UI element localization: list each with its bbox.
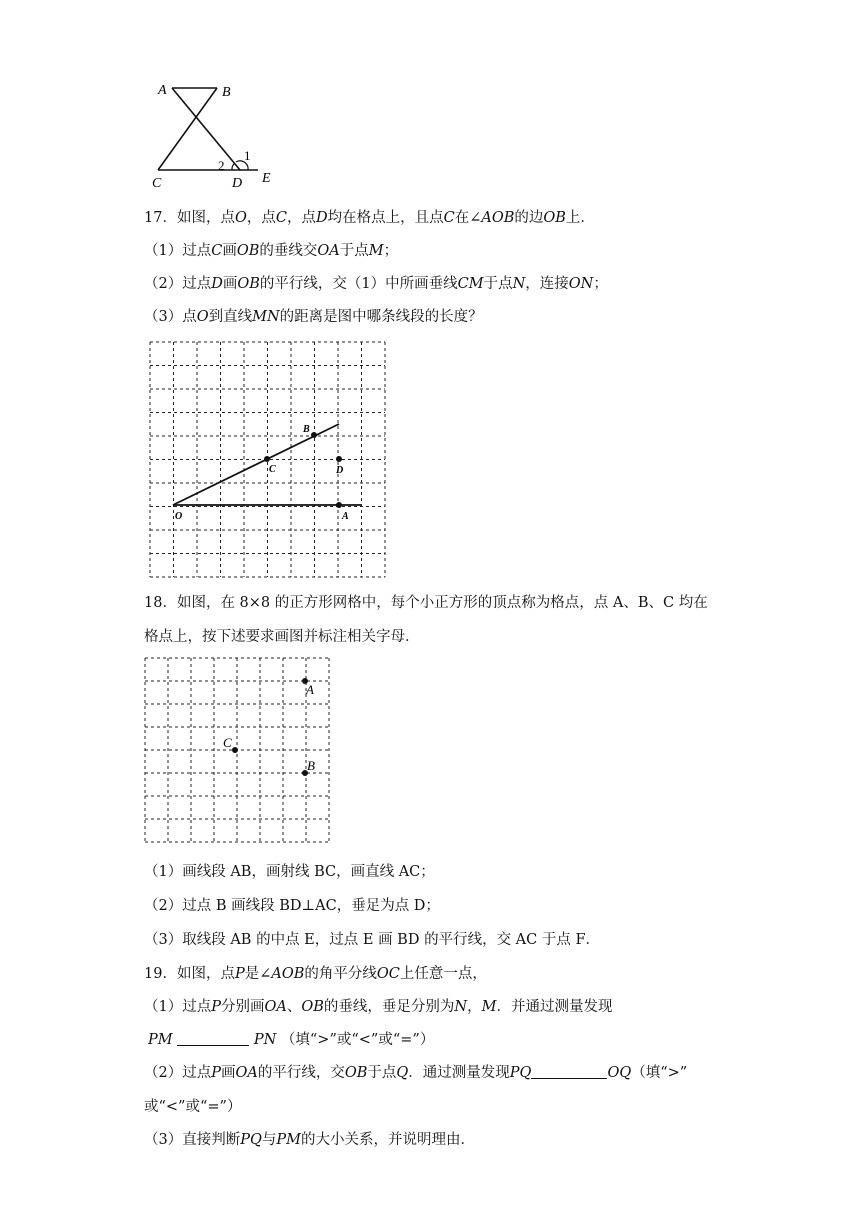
label-b: B: [222, 85, 231, 100]
point-c: [264, 456, 270, 462]
q19-part2-line2: 或“<”或“=”）: [144, 1099, 242, 1115]
label-a: A: [306, 682, 314, 697]
q19-part1-line2: PM PN （填“>”或“<”或“=”）: [148, 1032, 435, 1048]
q17-part2: （2）过点D画OB的平行线，交（1）中所画垂线CM于点N，连接ON；: [144, 276, 608, 292]
q17-part1: （1）过点C画OB的垂线交OA于点M；: [144, 243, 399, 259]
label-1: 1: [244, 148, 251, 163]
q18-part3: （3）取线段 AB 的中点 E，过点 E 画 BD 的平行线，交 AC 于点 F．: [144, 932, 601, 948]
q18-line2: 格点上，按下述要求画图并标注相关字母．: [144, 629, 420, 645]
label-a: A: [158, 83, 167, 98]
answer-blank-1[interactable]: [177, 1045, 249, 1046]
q19-part2: （2）过点P画OA的平行线，交OB于点Q．通过测量发现PQ OQ（填“>”: [144, 1065, 688, 1081]
label-a: A: [342, 511, 349, 522]
label-b: B: [303, 424, 310, 435]
label-d: D: [336, 465, 344, 476]
q19-stem: 19．如图，点P是∠AOB的角平分线OC上任意一点，: [144, 966, 487, 982]
q18-part2: （2）过点 B 画线段 BD⊥AC，垂足为点 D；: [144, 898, 440, 914]
segment-ac: [172, 88, 240, 170]
q19-part1: （1）过点P分别画OA、OB的垂线，垂足分别为N，M．并通过测量发现: [144, 999, 613, 1015]
q18-part1: （1）画线段 AB，画射线 BC，画直线 AC；: [144, 864, 435, 880]
q18-line1: 18．如图，在 8×8 的正方形网格中，每个小正方形的顶点称为格点，点 A、B、C 均在: [144, 595, 708, 611]
label-c: C: [223, 735, 232, 750]
label-c: C: [269, 464, 276, 475]
label-c: C: [152, 176, 162, 190]
point-c: [232, 747, 238, 753]
q17-stem: 17．如图，点O，点C，点D均在格点上，且点C在∠AOB的边OB上．: [144, 210, 595, 226]
label-b: B: [307, 758, 315, 773]
label-e: E: [262, 171, 271, 186]
label-o: O: [175, 511, 183, 522]
figure-q17-grid: [146, 338, 390, 580]
angle-arc-2: [232, 163, 235, 170]
segment-bc: [158, 88, 217, 170]
label-2: 2: [218, 158, 225, 173]
q17-part3: （3）点O到直线MN的距离是图中哪条线段的长度？: [144, 309, 483, 325]
point-d: [336, 456, 342, 462]
label-d: D: [232, 176, 243, 190]
point-a: [336, 502, 342, 508]
q19-part3: （3）直接判断PQ与PM的大小关系，并说明理由．: [144, 1132, 475, 1148]
point-b: [311, 432, 317, 438]
answer-blank-2[interactable]: [531, 1078, 607, 1079]
figure-q18-grid: [143, 656, 331, 844]
figure-q16: [140, 78, 290, 190]
